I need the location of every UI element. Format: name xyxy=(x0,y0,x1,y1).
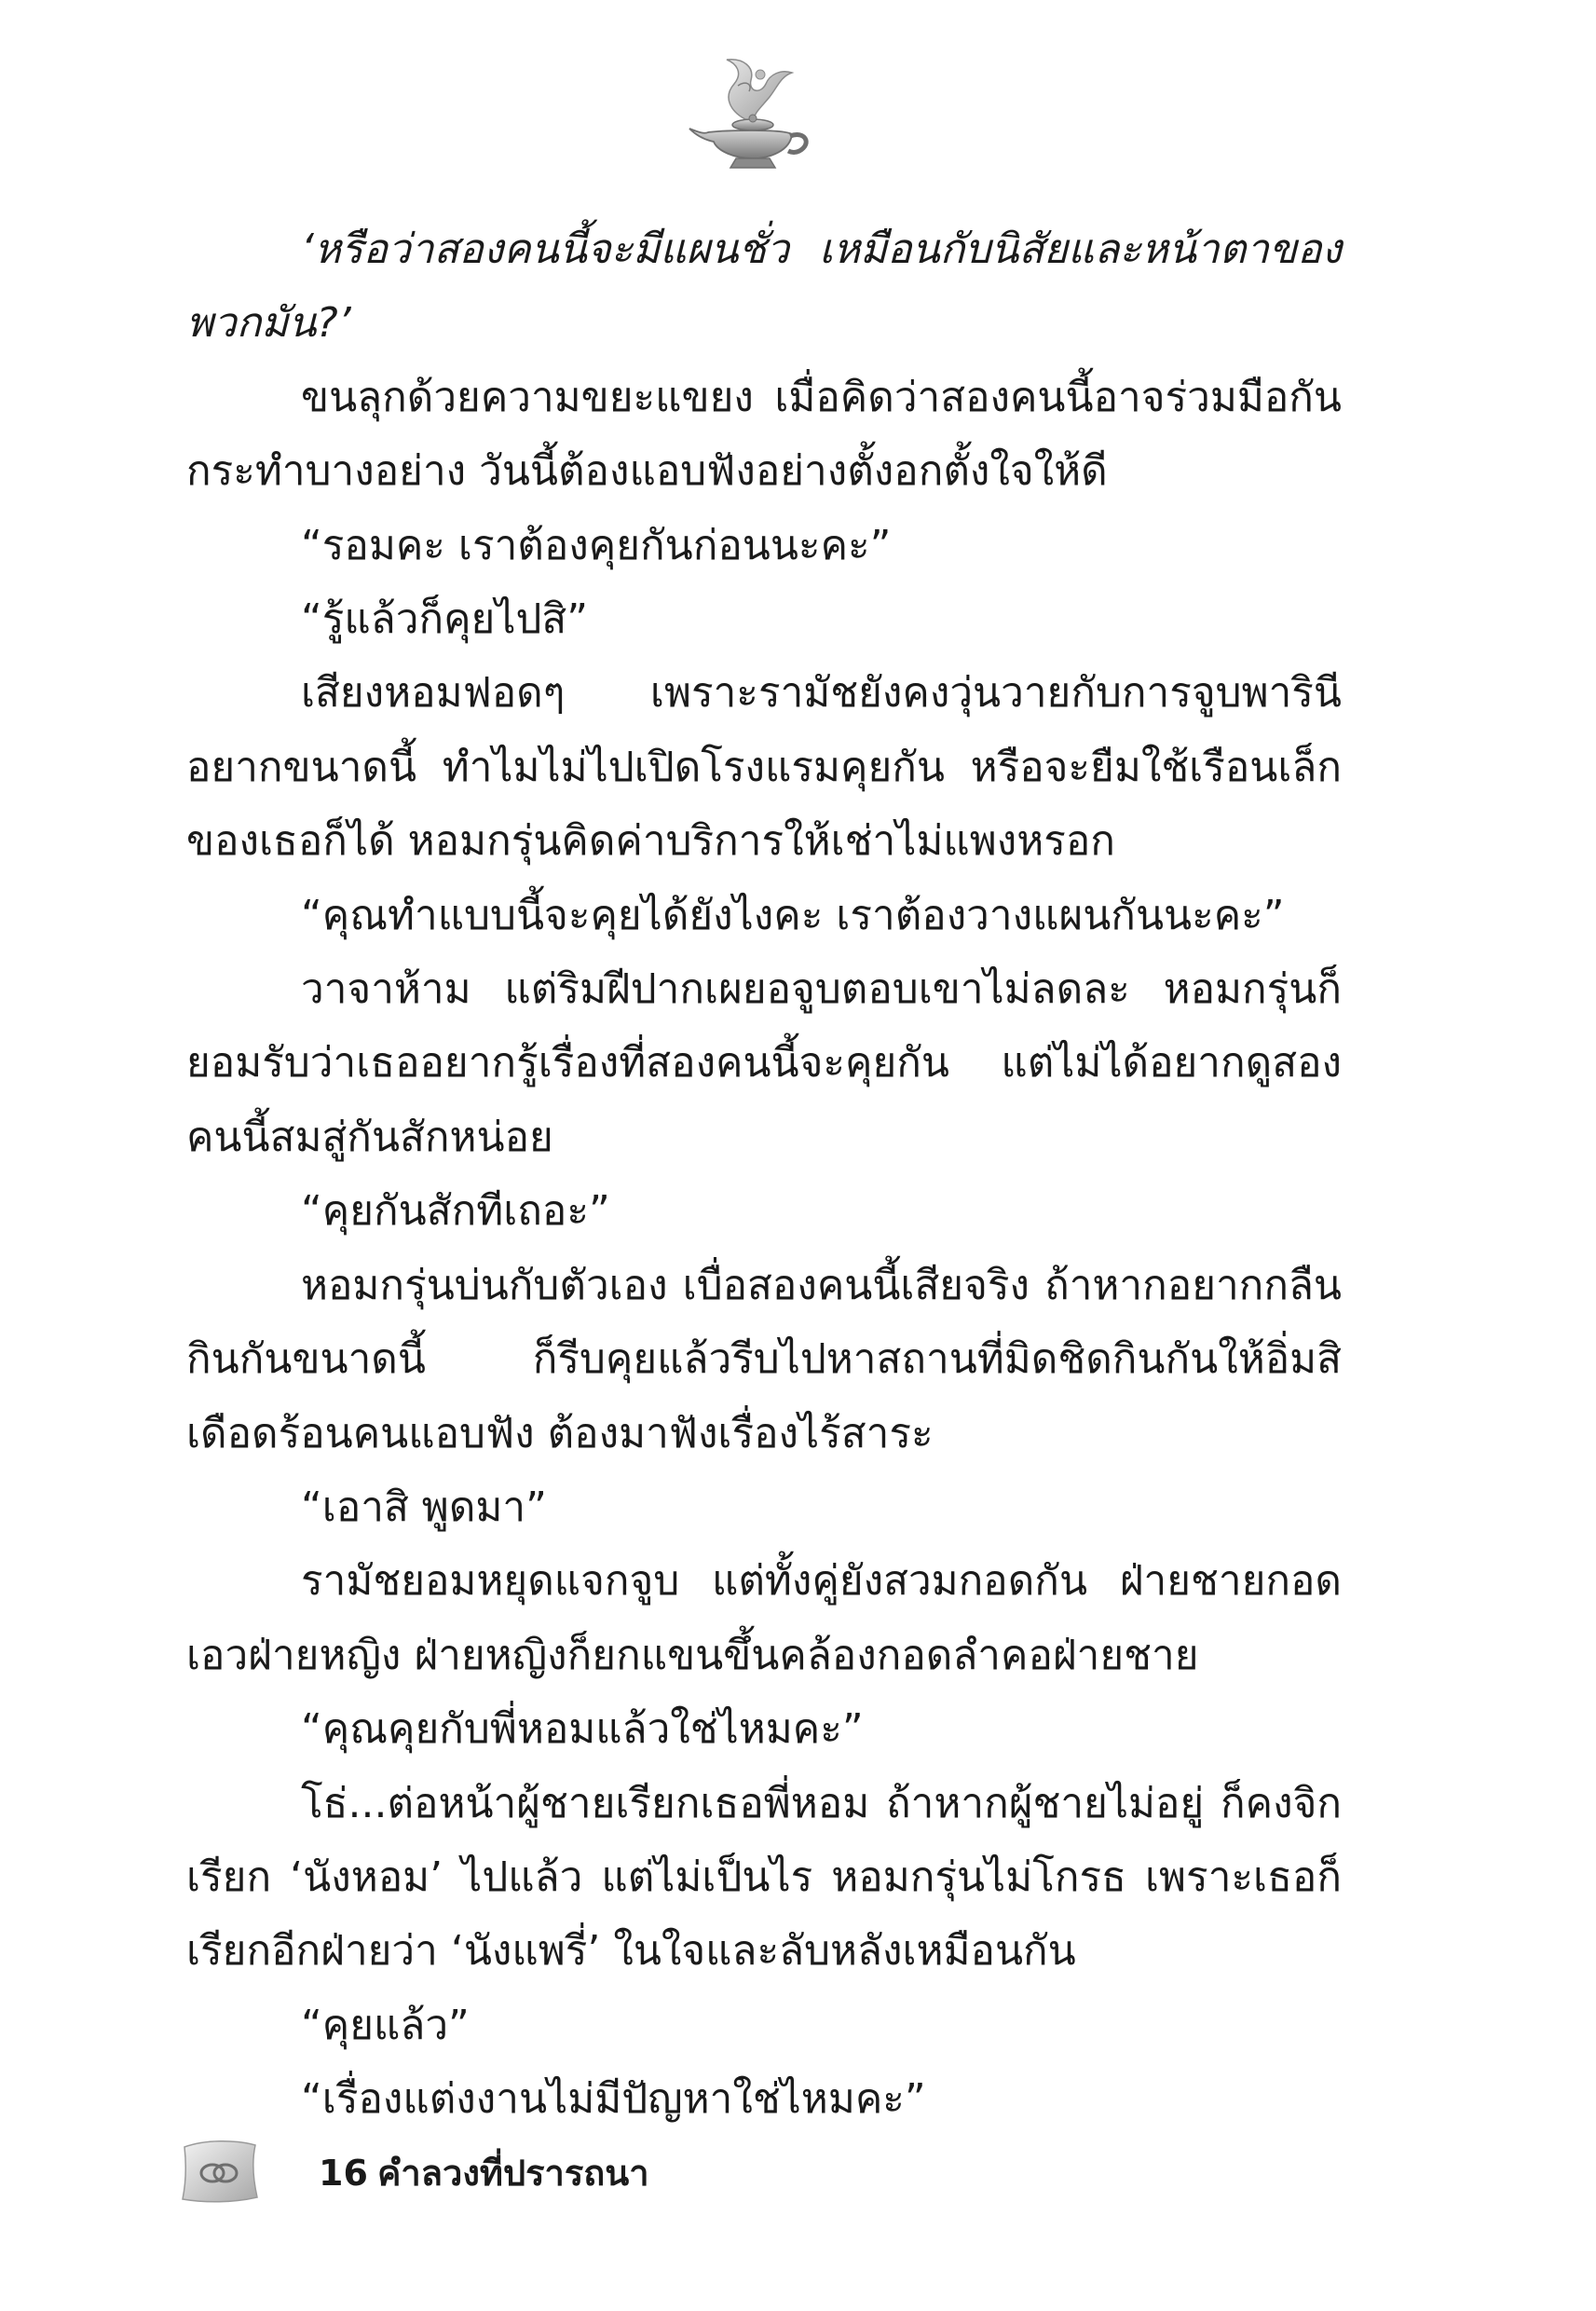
paragraph: ขนลุกด้วยความขยะแขยง เมื่อคิดว่าสองคนนี้อาจร่วมมือกันกระทำบางอย่าง วันนี้ต้องแอบฟังอย่างตั้งอกตั้งใจให้ดี xyxy=(186,373,1342,496)
dialogue-line: “เอาสิ พูดมา” xyxy=(301,1483,547,1531)
dialogue-line: “รอมคะ เราต้องคุยกันก่อนนะคะ” xyxy=(301,521,892,569)
dialogue-line: “คุณคุยกับพี่หอมแล้วใช่ไหมคะ” xyxy=(301,1705,864,1754)
paragraph: รามัชยอมหยุดแจกจูบ แต่ทั้งคู่ยังสวมกอดกัน ฝ่ายชายกอดเอวฝ่ายหญิง ฝ่ายหญิงก็ยกแขนขึ้นคล้องกอดลำคอฝ่ายชาย xyxy=(186,1557,1342,1679)
paragraph-thought: ‘หรือว่าสองคนนี้จะมีแผนชั่ว เหมือนกับนิสัยและหน้าตาของพวกมัน?’ xyxy=(186,226,1342,348)
rings-cushion-icon xyxy=(177,2134,261,2207)
dialogue-line: “เรื่องแต่งงานไม่มีปัญหาใช่ไหมคะ” xyxy=(301,2075,926,2124)
paragraph: หอมกรุ่นบ่นกับตัวเอง เบื่อสองคนนี้เสียจริง ถ้าหากอยากกลืนกินกันขนาดนี้ ก็รีบคุยแล้วรีบไปหาสถานที่มิดชิดกินกันให้อิ่มสิ เดือดร้อนคนแอบฟัง ต้องมาฟังเรื่องไร้สาระ xyxy=(186,1261,1342,1457)
dialogue-line: “รู้แล้วก็คุยไปสิ” xyxy=(301,595,589,644)
page-number: 16 xyxy=(319,2153,368,2194)
paragraph: โธ่...ต่อหน้าผู้ชายเรียกเธอพี่หอม ถ้าหากผู้ชายไม่อยู่ ก็คงจิกเรียก ‘นังหอม’ ไปแล้ว แต่ไม่เป็นไร หอมกรุ่นไม่โกรธ เพราะเธอก็เรียกอีกฝ่ายว่า ‘นังแพรี่’ ในใจและลับหลังเหมือนกัน xyxy=(186,1779,1342,1976)
page-footer xyxy=(177,2134,1016,2218)
paragraph: เสียงหอมฟอดๆ เพราะรามัชยังคงวุ่นวายกับการจูบพารินีอยากขนาดนี้ ทำไมไม่ไปเปิดโรงแรมคุยกัน หรือจะยืมใช้เรือนเล็กของเธอก็ได้ หอมกรุ่นคิดค่าบริการให้เช่าไม่แพงหรอก xyxy=(186,669,1342,866)
dialogue-line: “คุยแล้ว” xyxy=(301,2001,470,2049)
body-text xyxy=(186,212,1342,2137)
dialogue-line: “คุณทำแบบนี้จะคุยได้ยังไงคะ เราต้องวางแผนกันนะคะ” xyxy=(301,891,1285,939)
genie-lamp-ornament-icon xyxy=(680,47,820,172)
dialogue-line: “คุยกันสักทีเถอะ” xyxy=(301,1187,610,1236)
paragraph: วาจาห้าม แต่ริมฝีปากเผยอจูบตอบเขาไม่ลดละ หอมกรุ่นก็ยอมรับว่าเธออยากรู้เรื่องที่สองคนนี้จะคุยกัน แต่ไม่ได้อยากดูสองคนนี้สมสู่กันสักหน่อย xyxy=(186,965,1342,1161)
book-title: คำลวงที่ปรารถนา xyxy=(377,2153,649,2194)
